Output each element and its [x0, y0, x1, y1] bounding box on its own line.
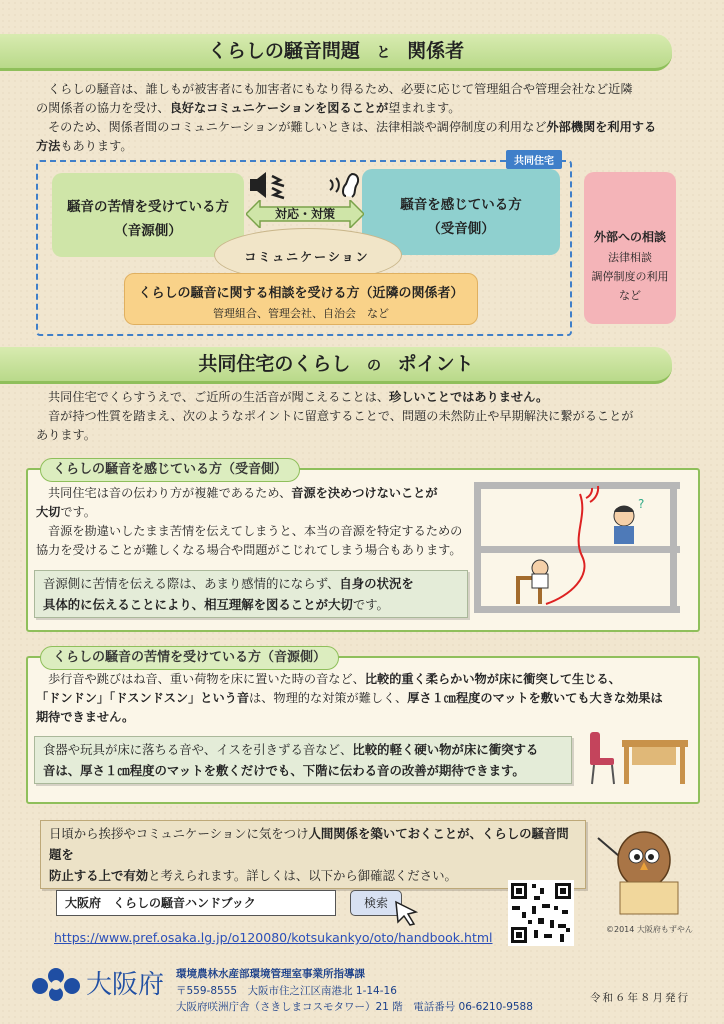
footer-building: 大阪府咲洲庁舎（さきしまコスモタワー）21 階 電話番号 06-6210-9588 — [176, 1001, 533, 1013]
footer-address: 〒559-8555 大阪市住之江区南港北 1-14-16 — [176, 985, 397, 997]
housing-tag: 共同住宅 — [506, 150, 562, 169]
section-title: 共同住宅のくらし — [198, 353, 351, 375]
section-title: くらしの騒音問題 — [207, 40, 360, 62]
points-intro: 共同住宅でくらすうえで、ご近所の生活音が聞こえることは、珍しいことではありません。 音が持つ性質を踏まえ、次のようなポイントに留意することで、問題の未然防止や早期解決に繋がることが あります。 — [36, 390, 634, 442]
bottom-note: 日頃から挨拶やコミュニケーションに気をつけ人間関係を築いておくことが、くらしの騒音問題を 防止する上で有効と考えられます。詳しくは、以下から御確認ください。 — [40, 820, 586, 889]
osaka-logo-icon — [30, 962, 82, 1002]
svg-text:?: ? — [638, 497, 645, 511]
arrow-label: 対応・対策 — [274, 207, 335, 221]
handbook-link[interactable]: https://www.pref.osaka.lg.jp/o120080/kotsukankyo/oto/handbook.html — [54, 930, 493, 945]
footer-dept: 環境農林水産部環境管理室事業所指導課 — [176, 968, 365, 980]
source-panel-title: くらしの騒音の苦情を受けている方（音源側） — [40, 646, 339, 670]
external-consult-box: 外部への相談 法律相談 調停制度の利用 など — [584, 172, 676, 324]
qr-code — [508, 880, 574, 946]
communication-label: コミュニケーション — [244, 250, 370, 264]
osaka-logo-text: 大阪府 — [86, 970, 165, 1000]
source-advice-note: 食器や玩具が床に落ちる音や、イスを引きずる音など、比較的軽く硬い物が床に衝突する 音は、厚さ１㎝程度のマットを敷くだけでも、下階に伝わる音の改善が期待できます。 — [34, 736, 572, 784]
consultant-box: くらしの騒音に関する相談を受ける方（近隣の関係者） 管理組合、管理会社、自治会 など — [124, 273, 478, 325]
copyright: ©2014 大阪府もずやん — [606, 925, 693, 934]
section-header-1 — [0, 34, 672, 71]
section-title-tail: 関係者 — [407, 40, 465, 62]
search-input[interactable]: 大阪府 くらしの騒音ハンドブック — [56, 890, 336, 916]
section-header-2 — [0, 347, 672, 384]
section-title-conj: の — [367, 358, 381, 374]
issue-date: 令和６年８月発行 — [590, 992, 690, 1004]
receiver-panel-text: 共同住宅は音の伝わり方が複雑であるため、音源を決めつけないことが 大切です。 音源を勘違いしたまま苦情を伝えてしまうと、本当の音源を特定するための 協力を受けることが難しくなる場合や問題がこじれてしまう場合もあります。 — [36, 486, 463, 557]
receiver-side-box: 騒音を感じている方 （受音側） — [362, 169, 560, 255]
search-button[interactable]: 検索 — [350, 890, 402, 916]
building-illustration — [468, 476, 686, 622]
source-panel-text: 歩行音や跳びはね音、重い荷物を床に置いた時の音など、比較的重く柔らかい物が床に衝突して生じる、 「ドンドン」「ドスンドスン」という音は、物理的な対策が難しく、厚さ１㎝程度のマットを敷いても大きな効果は 期待できません。 — [36, 672, 663, 724]
cursor-icon — [394, 900, 424, 926]
section-title-tail: ポイント — [397, 353, 474, 375]
ear-icon — [326, 170, 362, 200]
receiver-panel-title: くらしの騒音を感じている方（受音側） — [40, 458, 300, 482]
chair-desk-illustration — [586, 728, 690, 786]
source-side-box: 騒音の苦情を受けている方 （音源側） — [52, 173, 244, 257]
receiver-advice-note: 音源側に苦情を伝える際は、あまり感情的にならず、自身の状況を 具体的に伝えることにより、相互理解を図ることが大切です。 — [34, 570, 468, 618]
intro-paragraph: くらしの騒音は、誰しもが被害者にも加害者にもなり得るため、必要に応じて管理組合や管理会社など近隣 の関係者の協力を受け、良好なコミュニケーションを図ることが望まれます。 そのため、関係者間のコミュニケーションが難しいときは、法律相談や調停制度の利用など外部機関を利用する 方法もあります。 — [36, 82, 657, 153]
speaker-icon — [248, 170, 296, 200]
section-title-conj: と — [376, 45, 391, 61]
mascot-illustration — [596, 818, 692, 918]
